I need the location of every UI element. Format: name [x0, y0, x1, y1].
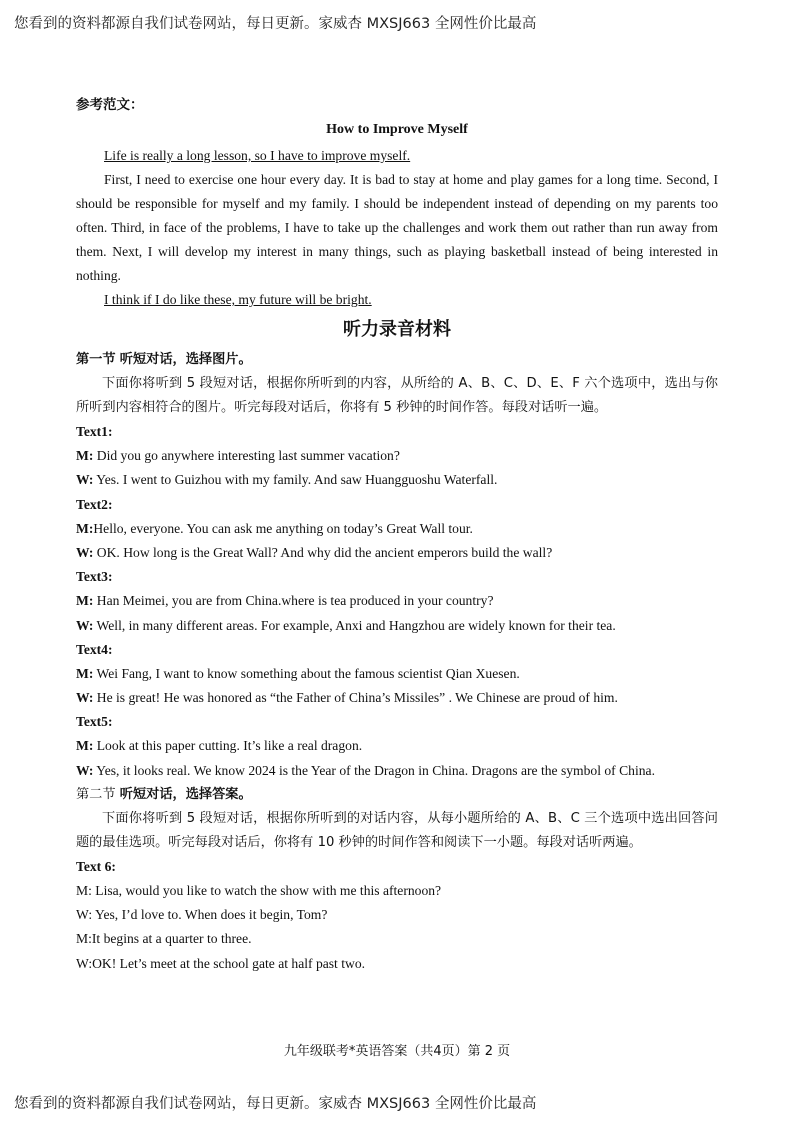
dialogue-text: Well, in many different areas. For example, Anxi and Hangzhou are widely known for their tea.: [93, 617, 616, 633]
speaker-label: W:: [76, 472, 94, 488]
dialogue-text: Wei Fang, I want to know something about the famous scientist Qian Xuesen.: [93, 665, 520, 681]
dialogue-line: [76, 589, 718, 613]
essay-title: How to Improve Myself: [326, 122, 468, 137]
dialogue-line: [76, 541, 718, 565]
speaker-label: W:: [76, 690, 94, 706]
speaker-label: W:: [76, 544, 94, 560]
dialogue-text: Did you go anywhere interesting last summer vacation?: [93, 448, 400, 464]
dialogue-line: [76, 614, 718, 638]
section2-instructions: 下面你将听到 5 段短对话，根据你所听到的对话内容，从每小题所给的 A、B、C 三个选项中选出回答问题的最佳选项。听完每段对话后，你将有 10 秒钟的时间作答和阅读下一小题。每段对话听两遍。: [76, 810, 718, 850]
footer-watermark-banner: 您看到的资料都源自我们试卷网站，每日更新。家威杏 MXSJ663 全网性价比最高: [14, 1096, 537, 1112]
speaker-label: M:: [76, 520, 94, 536]
header-watermark-banner: 您看到的资料都源自我们试卷网站，每日更新。家威杏 MXSJ663 全网性价比最高: [14, 16, 537, 32]
speaker-label: M:: [76, 593, 94, 609]
essay-body: First, I need to exercise one hour every day. It is bad to stay at home and play games for a long time. Second, I should be responsible for myself and my family. I should be independent instead of depending on my parents too often. Third, in face of the problems, I have to take up the challenges and work them out rather than run away from them. Next, I will develop my interest in many things, such as playing basketball instead of being interested in nothing.: [76, 172, 718, 283]
speaker-label: W:: [76, 762, 94, 778]
dialogue-label: Text3:: [76, 569, 113, 585]
page-footer: 九年级联考*英语答案（共4页）第 2 页: [283, 1044, 511, 1059]
section1-heading-text: 听短对话，选择图片。: [119, 352, 252, 367]
section2-number: 第二节: [76, 786, 116, 802]
section2-heading-text: 听短对话，选择答案。: [119, 786, 252, 802]
dialogue-line: [76, 734, 718, 758]
listening-title: 听力录音材料: [343, 319, 451, 340]
dialogue-label: Text5:: [76, 714, 113, 730]
dialogue-label: Text1:: [76, 424, 113, 439]
dialogue-line: [76, 444, 718, 468]
section1-instructions: 下面你将听到 5 段短对话，根据你所听到的内容，从所给的 A、B、C、D、E、F 六个选项中，选出与你所听到内容相符合的图片。听完每段对话后，你将有 5 秒钟的时间作答。每段对话听一遍。: [76, 376, 718, 415]
text6-line: M:It begins at a quarter to three.: [76, 931, 252, 947]
dialogue-text: Yes, it looks real. We know 2024 is the Year of the Dragon in China. Dragons are the symbol of China.: [93, 762, 655, 778]
reference-essay-label: 参考范文：: [76, 97, 144, 112]
dialogue-line: [76, 517, 718, 541]
dialogue-text: Hello, everyone. You can ask me anything on today’s Great Wall tour.: [93, 520, 473, 536]
text6-line: W: Yes, I’d love to. When does it begin, Tom?: [76, 907, 328, 923]
dialogue-line: [76, 662, 718, 686]
essay-closing-text: I think if I do like these, my future will be bright.: [104, 292, 372, 307]
text6-line: M: Lisa, would you like to watch the show with me this afternoon?: [76, 883, 442, 898]
speaker-label: M:: [76, 448, 94, 464]
essay-opening-text: Life is really a long lesson, so I have to improve myself.: [104, 148, 411, 163]
dialogue-text: Look at this paper cutting. It’s like a real dragon.: [93, 738, 363, 754]
essay-opening: [76, 144, 718, 168]
text6-label: Text 6:: [76, 858, 116, 874]
section1-number: 第一节: [76, 352, 116, 367]
page-content: [76, 96, 718, 976]
text6-line: W:OK! Let’s meet at the school gate at half past two.: [76, 955, 366, 971]
dialogue-label: Text2:: [76, 496, 113, 512]
dialogue-line: [76, 468, 718, 492]
dialogue-label: Text4:: [76, 641, 113, 657]
speaker-label: M:: [76, 665, 94, 681]
dialogue-line: [76, 686, 718, 710]
section1-heading: [76, 348, 718, 372]
section2-heading: [76, 783, 718, 807]
dialogue-text: Yes. I went to Guizhou with my family. And saw Huangguoshu Waterfall.: [93, 472, 498, 488]
speaker-label: M:: [76, 738, 94, 754]
dialogue-text: Han Meimei, you are from China.where is tea produced in your country?: [93, 593, 494, 609]
essay-closing: [76, 288, 718, 312]
dialogue-line: [76, 759, 718, 783]
section1-dialogues: [76, 420, 718, 783]
dialogue-text: OK. How long is the Great Wall? And why did the ancient emperors build the wall?: [93, 544, 553, 560]
dialogue-text: He is great! He was honored as “the Father of China’s Missiles” . We Chinese are proud of him.: [93, 690, 618, 706]
speaker-label: W:: [76, 617, 94, 633]
